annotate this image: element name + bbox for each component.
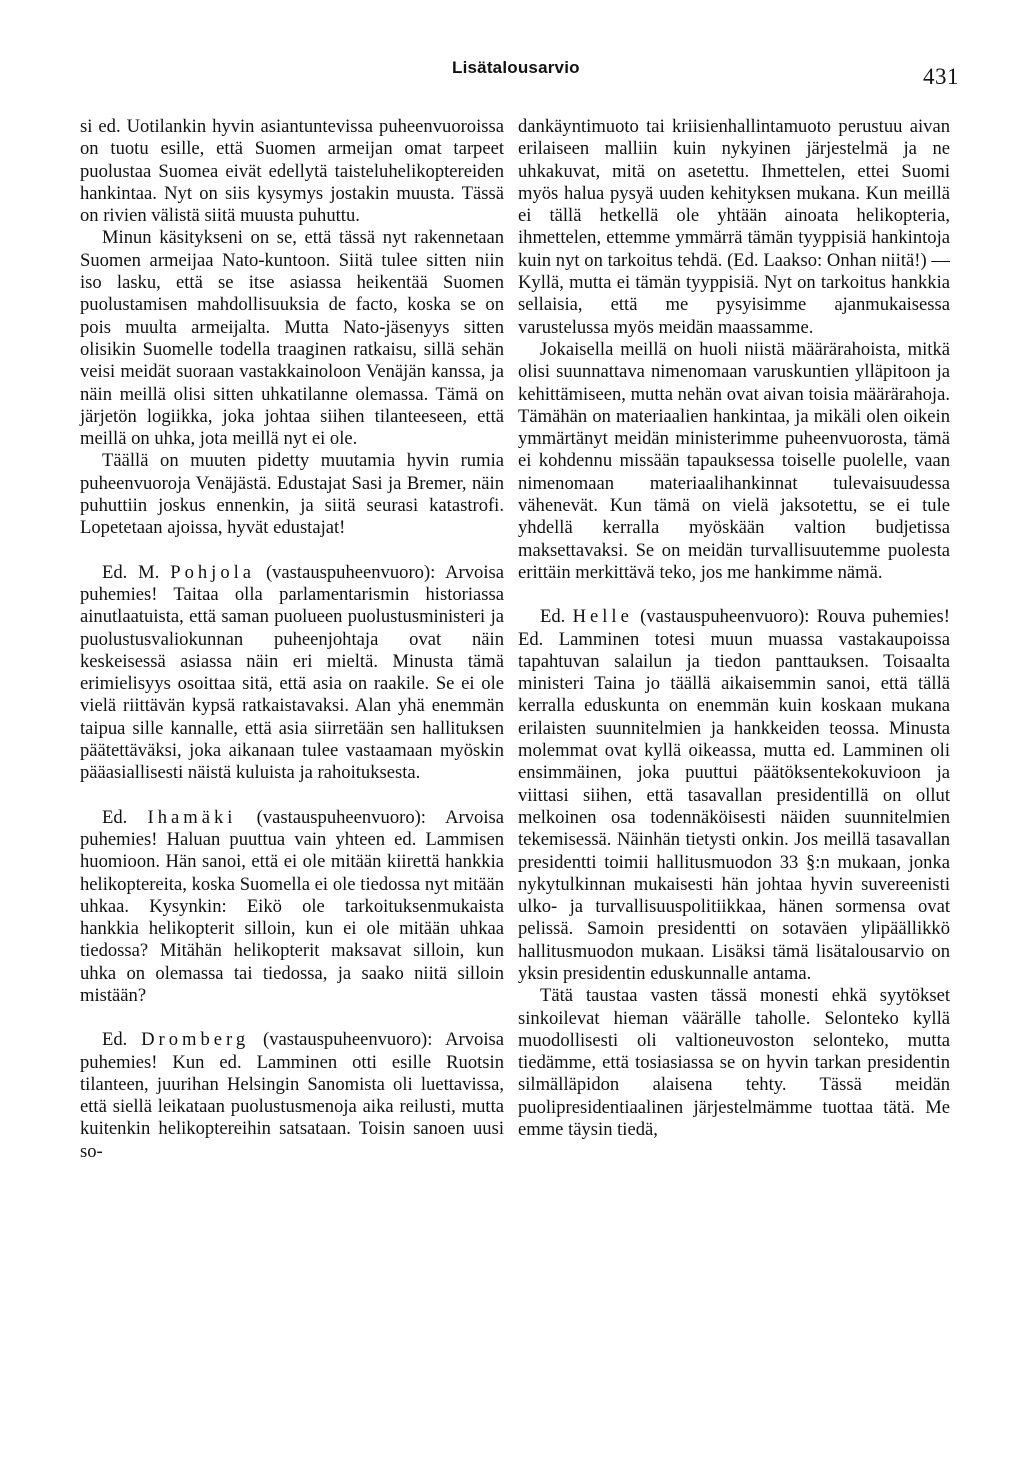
paragraph: si ed. Uotilankin hyvin asiantuntevissa puheenvuoroissa on tuotu esille, että Suomen armeijan omat tarpeet puolustaa Suomea eivät edellytä taisteluhelikoptereiden hankintaa. Nyt on siis kysymys jostakin muusta. Tässä on rivien välistä siitä muusta puhuttu. — [80, 116, 504, 227]
speech-text: (vastauspuheenvuoro): Rouva puhemies! Ed. Lamminen totesi muun muassa vastakaupoissa tapahtuvan salailun ja tiedon panttauksen. Toisaalta ministeri Taina jo täällä aikaisemmin sanoi, että tällä kerralla eduskunta on enemmän kuin koskaan mukana erilaisten suunnitelmien ja hankkeiden teossa. Minusta molemmat ovat kyllä oikeassa, mutta ed. Lamminen oli ensimmäinen, joka puuttui päätöksentekokuvioon ja viittasi siihen, että tasavallan presidentillä on ollut melkoinen osa todennäköisesti näiden suunnitelmien tekemisessä. Näinhän tietysti onkin. Jos meillä tasavallan presidentti toimii hallitusmuodon 33 §:n mukaan, jonka nykytulkinnan mukaisesti hän johtaa hyvin suvereenisti ulko- ja turvallisuuspolitiikkaa, hänen sormensa ovat pelissä. Samoin presidentti on sotaväen ylipäällikkö hallitusmuodon mukaan. Lisäksi tämä lisätalousarvio on yksin presidentin eduskunnalle antama. — [518, 606, 950, 984]
speech-text: (vastauspuheenvuoro): Arvoisa puhemies! Haluan puuttua vain yhteen ed. Lammisen huomioon. Hän sanoi, että ei ole mitään kiirettä hankkia helikoptereita, koska Suomella ei ole tiedossa nyt mitään uhkaa. Kysynkin: Eikö ole tarkoituksenmukaista hankkia helikopterit silloin, kun ei ole mitään uhkaa tiedossa? Mitähän helikopterit maksavat silloin, kun uhka on olemassa tai tiedossa, ja saako niitä silloin mistään? — [80, 806, 504, 1006]
speech-pohjola — [80, 562, 504, 785]
page-number: 431 — [923, 64, 959, 89]
paragraph: Jokaisella meillä on huoli niistä määrärahoista, mitkä olisi suunnattava nimenomaan varuskuntien ylläpitoon ja kehittämiseen, mutta nehän ovat aivan toisia määrärahoja. Tämähän on materiaalien hankintaa, ja mikäli olen oikein ymmärtänyt meidän ministerimme puheenvuorosta, tämä ei kohdennu missään tapauksessa toiselle puolelle, vaan nimenomaan materiaalihankinnat tulevaisuudessa vähenevät. Kun tämä on vielä jaksotettu, se ei tule yhdellä kerralla myöskään valtion budjetissa maksettavaksi. Se on meidän turvallisuutemme puolesta erittäin merkittävä teko, jos me hankimme nämä. — [518, 338, 950, 583]
speaker-prefix: Ed. M. — [102, 561, 160, 583]
left-column — [80, 116, 504, 1163]
speaker-prefix: Ed. — [102, 1029, 128, 1051]
speech-helle — [518, 606, 950, 985]
page-header — [0, 58, 1024, 92]
paragraph: dankäyntimuoto tai kriisienhallintamuoto perustuu aivan erilaiseen malliin kuin nykyinen järjestelmä ja ne uhkakuvat, mitä on asetettu. Ihmettelen, ettei Suomi myös halua pysyä uuden kehityksen mukana. Kun meillä ei tällä hetkellä ole yhtään ainoata helikopteria, ihmettelen, ettemme ymmärrä tämän tyyppisiä hankintoja kuin nyt on tarkoitus tehdä. (Ed. Laakso: Onhan niitä!) — Kyllä, mutta ei tämän tyyppisiä. Nyt on tarkoitus hankkia sellaisia, että me pysyisimme ajanmukaisessa varustelussa myös meidän maassamme. — [518, 116, 950, 338]
paragraph: Tätä taustaa vasten tässä monesti ehkä syytökset sinkoilevat hieman väärälle taholle. Selonteko kyllä muodollisesti oli valtioneuvoston selonteko, mutta tiedämme, että tosiasiassa se on hyvin tarkan presidentin silmälläpidon alaisena tehty. Tässä meidän puolipresidentiaalinen järjestelmämme tuottaa tätä. Me emme täysin tiedä, — [518, 985, 950, 1141]
speech-dromberg — [80, 1029, 504, 1163]
speech-text: (vastauspuheenvuoro): Arvoisa puhemies! Taitaa olla parlamentarismin historiassa ainutlaatuista, että saman puolueen puolustusministeri ja puolustusvaliokunnan puheenjohtaja ovat näin keskeisessä asiassa näin eri mieltä. Minusta tämä erimielisyys osoittaa sitä, että asia on raakile. Se ei ole vielä riittävän kypsä ratkaistavaksi. Alan yhä enemmän taipua sille kannalle, että asia siirretään sen hallituksen päätettäväksi, joka aikanaan tulee vastaamaan myöskin pääasiallisesti näistä kuluista ja rahoituksesta. — [80, 561, 505, 784]
speaker-name: Pohjola — [170, 561, 256, 583]
running-title: Lisätalousarvio — [452, 58, 580, 77]
speaker-name: Dromberg — [141, 1029, 250, 1051]
right-column — [518, 116, 950, 1141]
speaker-name: Helle — [572, 606, 633, 628]
speaker-prefix: Ed. — [540, 606, 566, 628]
speaker-name: Ihamäki — [147, 806, 237, 828]
paragraph: Minun käsitykseni on se, että tässä nyt rakennetaan Suomen armeijaa Nato-kuntoon. Siitä tulee sitten niin iso lasku, että se itse asiassa heikentää Suomen puolustamisen mahdollisuuksia de facto, koska se on pois muulta armeijalta. Mutta Nato-jäsenyys sitten olisikin Suomelle todella traaginen ratkaisu, sillä sehän veisi meidät suoraan vastakkainoloon Venäjän kanssa, ja näin meillä olisi sitten uhkatilanne olemassa. Tämä on järjetön logiikka, joka johtaa siihen tilanteeseen, että meillä on uhka, jota meillä nyt ei ole. — [80, 227, 504, 450]
speaker-prefix: Ed. — [102, 806, 128, 828]
speech-text: (vastauspuheenvuoro): Arvoisa puhemies! Kun ed. Lamminen otti esille Ruotsin tilanteen, juurihan Helsingin Sanomista oli luettavissa, että siellä leikataan puolustusmenoja aika reilusti, mutta kuitenkin helikoptereihin satsataan. Toisin sanoen uusi so- — [80, 1029, 504, 1162]
speech-ihamaki — [80, 807, 504, 1008]
paragraph: Täällä on muuten pidetty muutamia hyvin rumia puheenvuoroja Venäjästä. Edustajat Sasi ja Bremer, näin puhuttiin joskus ennenkin, ja siitä seurasi katastrofi. Lopetetaan ajoissa, hyvät edustajat! — [80, 450, 504, 539]
